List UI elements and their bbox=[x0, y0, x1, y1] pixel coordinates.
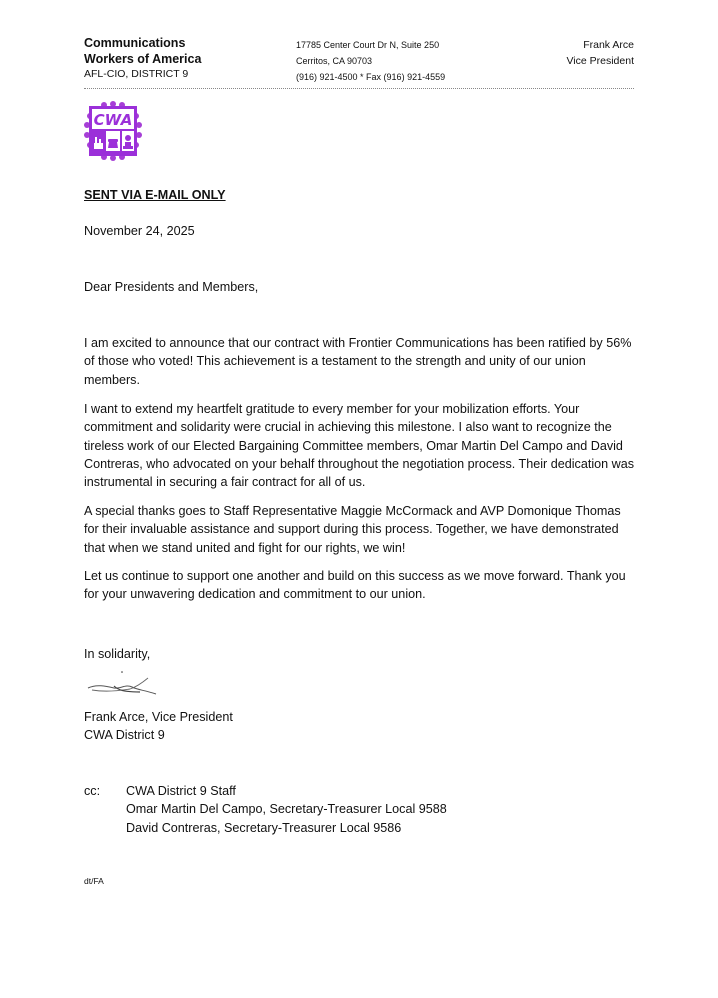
svg-text:CWA: CWA bbox=[93, 111, 133, 129]
body-paragraph: I am excited to announce that our contract with Frontier Communications has been ratified by 56% of those who voted! This achievement is a testament to the strength and unity of our union members. bbox=[84, 336, 632, 387]
address-city: Cerritos, CA 90703 bbox=[296, 56, 373, 66]
cc-recipient: CWA District 9 Staff bbox=[126, 784, 236, 798]
signer-name-title: Frank Arce, Vice President bbox=[84, 710, 233, 724]
letter-date: November 24, 2025 bbox=[84, 224, 195, 238]
body-paragraph: Let us continue to support one another and build on this success as we move forward. Thank you for your unwavering dedication and commitment to our union. bbox=[84, 569, 626, 602]
typist-initials: dt/FA bbox=[84, 876, 104, 886]
letterhead bbox=[84, 35, 634, 87]
cc-recipient: Omar Martin Del Campo, Secretary-Treasurer Local 9588 bbox=[126, 802, 447, 817]
delivery-notice: SENT VIA E-MAIL ONLY bbox=[84, 188, 226, 202]
cwa-union-seal-icon bbox=[84, 101, 142, 161]
cc-list bbox=[126, 782, 447, 837]
body-paragraph: I want to extend my heartfelt gratitude to every member for your mobilization efforts. Your commitment and solidarity were crucial in achieving this milestone. I also want to recognize the tireless work of our Elected Bargaining Committee members, Omar Martin Del Campo and David Contreras, who advocated on your behalf throughout the negotiation process. Their dedication was instrumental in securing a fair contract for all of us. bbox=[84, 402, 635, 490]
salutation: Dear Presidents and Members, bbox=[84, 280, 259, 294]
org-name-line2: Workers of America bbox=[84, 52, 202, 66]
letterhead-divider bbox=[84, 88, 634, 89]
organization-name-block bbox=[84, 35, 201, 81]
body-paragraph: A special thanks goes to Staff Representative Maggie McCormack and AVP Domonique Thomas for their invaluable assistance and support during this process. Together, we have demonstrated that when we stand united and fight for our rights, we win! bbox=[84, 504, 621, 555]
address-block bbox=[296, 37, 445, 85]
officer-name: Frank Arce bbox=[583, 39, 634, 51]
org-affiliation: AFL-CIO, DISTRICT 9 bbox=[84, 68, 189, 80]
signature-icon bbox=[84, 668, 164, 700]
signer-organization: CWA District 9 bbox=[84, 728, 165, 743]
address-street: 17785 Center Court Dr N, Suite 250 bbox=[296, 40, 440, 50]
cc-label: cc: bbox=[84, 784, 101, 798]
cc-recipient: David Contreras, Secretary-Treasurer Local 9586 bbox=[126, 820, 402, 835]
org-name-line1: Communications bbox=[84, 36, 186, 50]
closing: In solidarity, bbox=[84, 647, 151, 661]
officer-block bbox=[566, 37, 634, 69]
phone-fax: (916) 921-4500 * Fax (916) 921-4559 bbox=[296, 72, 446, 82]
officer-title: Vice President bbox=[566, 55, 634, 67]
signer-block bbox=[84, 708, 233, 745]
